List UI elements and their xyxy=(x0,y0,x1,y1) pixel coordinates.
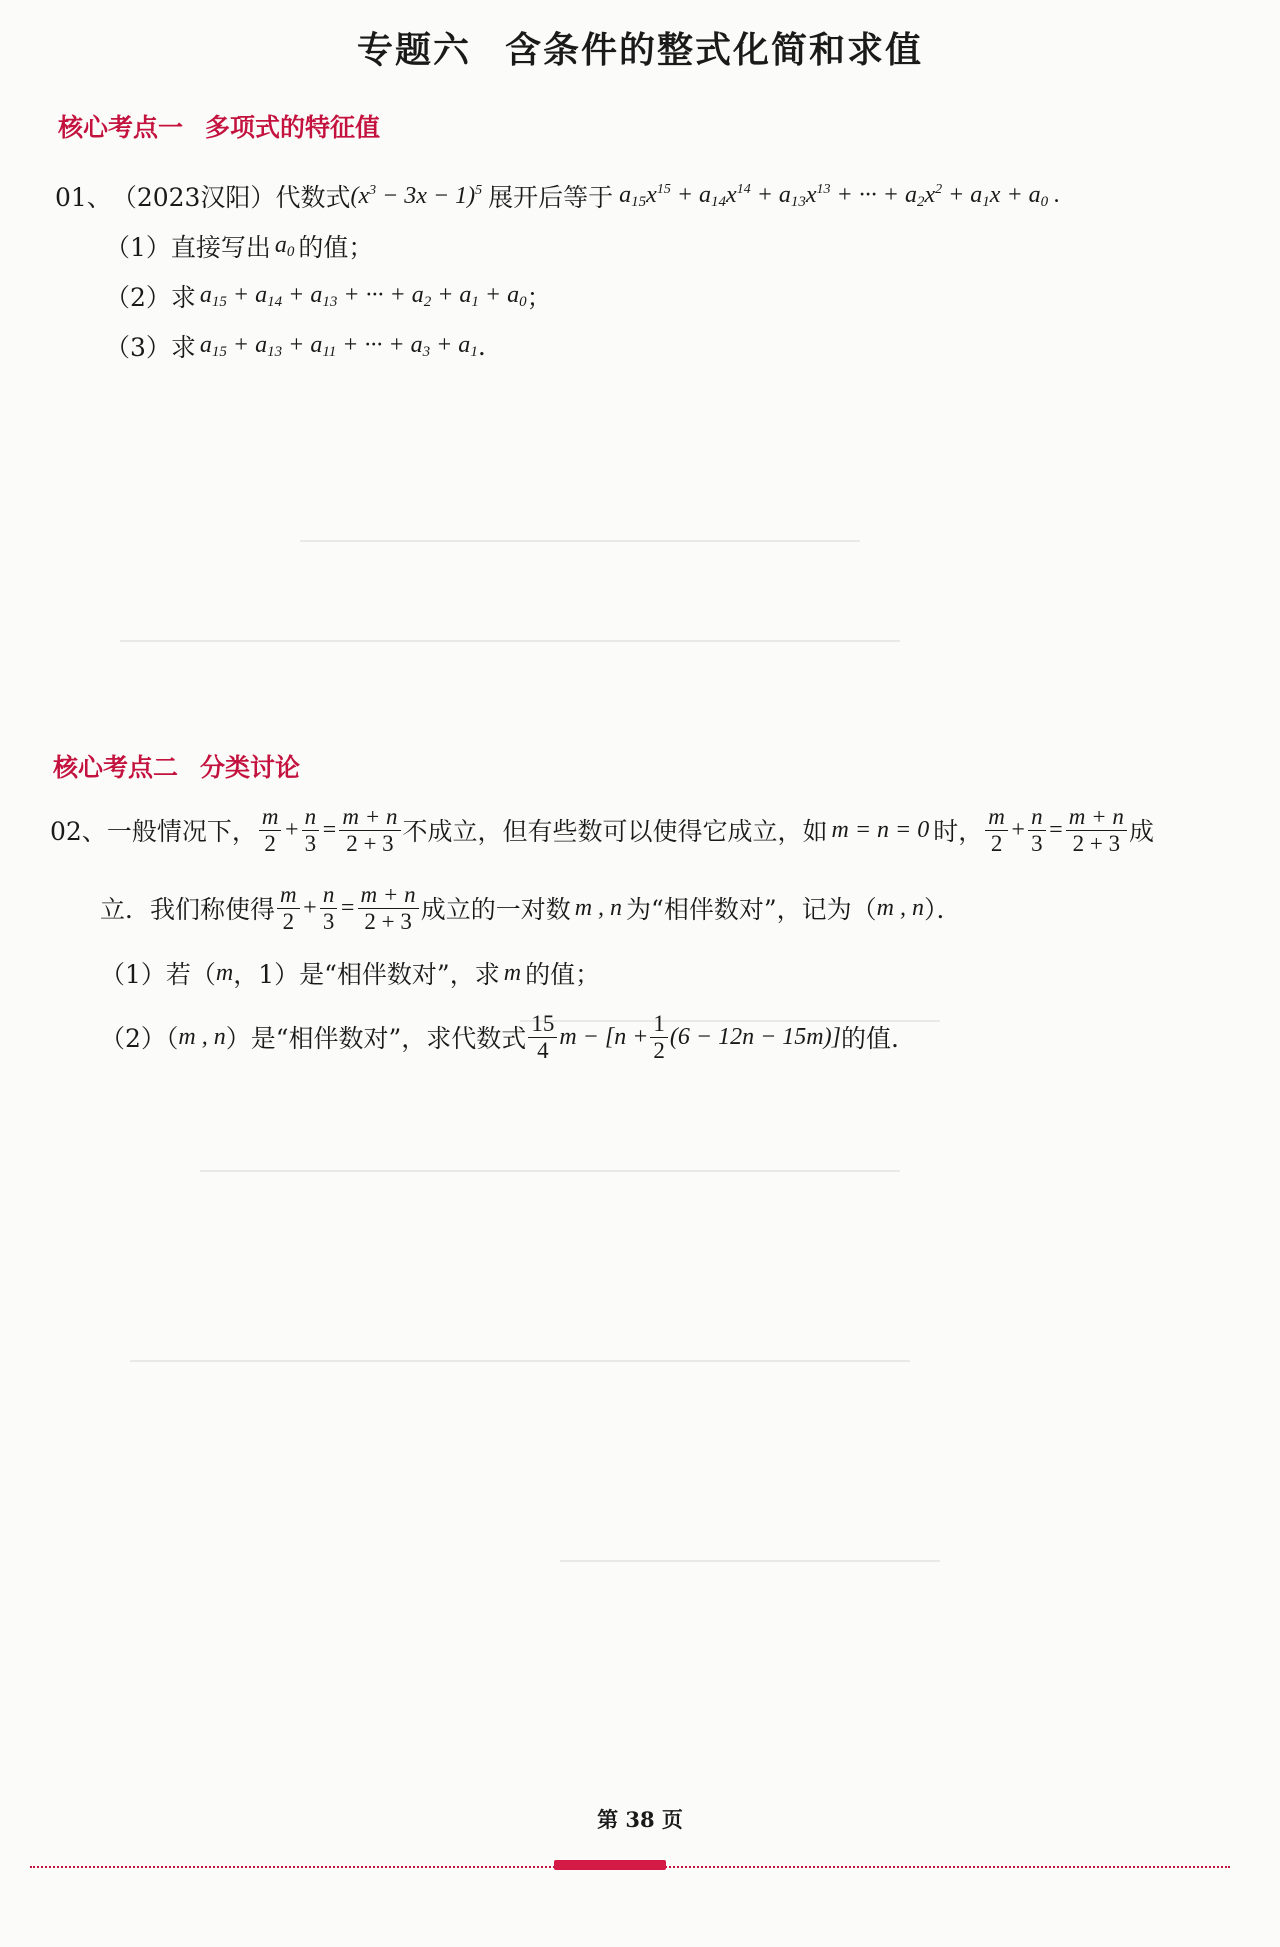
q1-part1-math: $a_0$ xyxy=(274,231,295,260)
q2-line2-c: 为“相伴数对”，记为（ xyxy=(626,895,877,924)
q2-line2-a: 立．我们称使得 xyxy=(100,895,276,924)
question-1-part-1 xyxy=(105,228,373,264)
q1-part2-tail: ； xyxy=(526,283,552,312)
fraction-m-over-2: $\frac{m}{2}$ xyxy=(985,804,1008,857)
q2-line1-b: 不成立，但有些数可以使得它成立，如 xyxy=(402,817,828,846)
q2-part1-b: ，1）是“相伴数对”，求 xyxy=(233,960,500,989)
question-2-part-2 xyxy=(100,1005,899,1069)
q2-part2: （2）（ xyxy=(100,1024,179,1053)
section2-topic: 分类讨论 xyxy=(200,753,301,782)
question-1-part-2 xyxy=(105,278,552,314)
page-title xyxy=(0,22,1280,73)
fraction-m-plus-n-over-5: $\frac{m + n}{2 + 3}$ xyxy=(1066,804,1127,857)
q1-part3-label: （3） xyxy=(105,333,171,362)
q2-line1-a: 一般情况下， xyxy=(106,817,257,846)
fraction-n-over-3: $\frac{n}{3}$ xyxy=(302,804,320,857)
q2-part1-var: m xyxy=(215,959,234,986)
fraction-m-plus-n-over-5: $\frac{m + n}{2 + 3}$ xyxy=(339,804,400,857)
q2-pair-notation: m , n xyxy=(876,894,924,921)
q1-expansion: $a_{15}x^{15} + a_{14}x^{14} + a_{13}x^{13}$ + ··· + $a_2x^2 + a_1x + a_0$ . xyxy=(619,181,1061,210)
q2-part2-b: ）是“相伴数对”，求代数式 xyxy=(225,1024,527,1053)
section-heading-2 xyxy=(53,748,300,784)
footer-accent-bar xyxy=(554,1860,666,1870)
q1-part2-text: 求 xyxy=(170,283,196,312)
question-1-part-3 xyxy=(105,328,486,364)
q1-stem-mid: 展开后等于 xyxy=(488,183,614,212)
q1-part2-label: （2） xyxy=(105,283,171,312)
q1-part1-tail: 的值； xyxy=(298,233,374,262)
q2-part2-c: 的值. xyxy=(840,1024,899,1053)
q2-condition: m = n = 0 xyxy=(831,816,930,843)
q2-expression-a: m − [n + xyxy=(559,1023,649,1050)
question-2-line-1: 02、 一般情况下， $\frac{m}{2}$ + $\frac{n}{3}$ = $\frac{m + n}{2 + 3}$ 不成立，但有些数可以使得它成立，如 m = n = 0 时， $\frac{m}{2}$ + $\frac{n}{3}$ = $\frac{m + n}{2 + 3}$ 成 xyxy=(50,803,1154,856)
question-2-part-1 xyxy=(100,955,600,991)
q1-part1-text: 直接写出 xyxy=(170,233,271,262)
q2-part1: （1）若（ xyxy=(100,960,216,989)
fraction-m-over-2: $\frac{m}{2}$ xyxy=(259,804,282,857)
q1-number: 01、 xyxy=(55,183,112,212)
q1-stem-prefix: 代数式 xyxy=(275,183,351,212)
q2-number: 02、 xyxy=(50,817,107,846)
q2-line1-c: 时， xyxy=(933,817,984,846)
section1-label: 核心考点一 xyxy=(58,113,184,142)
q1-part1-label: （1） xyxy=(105,233,171,262)
section1-topic: 多项式的特征值 xyxy=(205,113,381,142)
section-heading-1 xyxy=(58,108,380,144)
title-part1: 专题六 xyxy=(356,29,471,71)
page-number: 第 38 页 xyxy=(597,1807,683,1832)
q2-pair-vars: m , n xyxy=(574,894,623,921)
q2-line2-b: 成立的一对数 xyxy=(420,895,571,924)
question-1-stem xyxy=(55,178,1060,214)
q2-part1-var2: m xyxy=(503,959,522,986)
section2-label: 核心考点二 xyxy=(53,753,179,782)
title-part2: 含条件的整式化简和求值 xyxy=(505,29,924,71)
fraction-m-plus-n-over-5: $\frac{m + n}{2 + 3}$ xyxy=(358,882,419,935)
fraction-n-over-3: $\frac{n}{3}$ xyxy=(1028,804,1046,857)
q1-expression: $(x^3 - 3x - 1)^5$ xyxy=(350,182,483,209)
q2-expression-b: (6 − 12n − 15m)] xyxy=(669,1023,841,1050)
q1-part3-tail: . xyxy=(477,331,486,361)
q1-part2-math: $a_{15} + a_{14} + a_{13}$ + ··· + $a_2 + a_1 + a_0$ xyxy=(199,281,527,310)
q1-part3-math: $a_{15} + a_{13} + a_{11}$ + ··· + $a_3 + a_1$ xyxy=(199,331,478,360)
fraction-n-over-3: $\frac{n}{3}$ xyxy=(320,882,338,935)
fraction-m-over-2: $\frac{m}{2}$ xyxy=(277,882,300,935)
q2-line1-d: 成 xyxy=(1128,817,1154,846)
question-2-line-2: 立．我们称使得 $\frac{m}{2}$ + $\frac{n}{3}$ = $\frac{m + n}{2 + 3}$ 成立的一对数 m , n 为“相伴数对”，记为（ m , n ）． xyxy=(100,881,962,934)
q2-part2-pair: m , n xyxy=(178,1023,226,1050)
fraction-15-over-4: $\frac{15}{4}$ xyxy=(528,1011,557,1064)
q2-part1-c: 的值； xyxy=(525,960,601,989)
fraction-1-over-2: $\frac{1}{2}$ xyxy=(650,1011,668,1064)
q1-part3-text: 求 xyxy=(170,333,196,362)
q2-line2-d: ）． xyxy=(923,895,962,924)
q1-source: （2023汉阳） xyxy=(111,183,276,212)
